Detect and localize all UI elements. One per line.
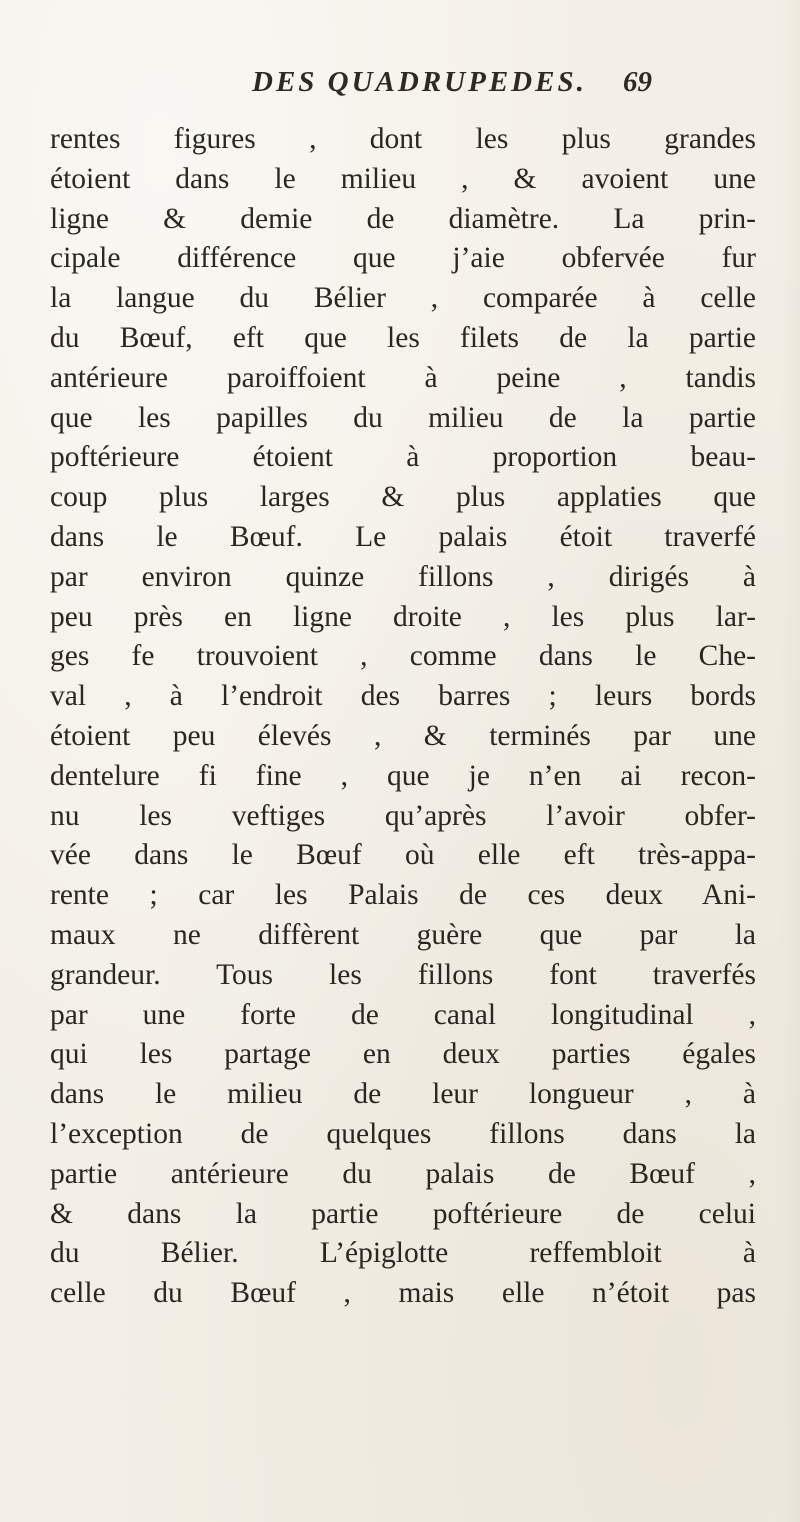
text-line: étoient dans le milieu , & avoient une xyxy=(50,162,756,195)
text-line: celle du Bœuf , mais elle n’étoit pas xyxy=(50,1277,756,1310)
text-line: rente ; car les Palais de ces deux Ani- xyxy=(50,879,756,912)
text-line: cipale différence que j’aie obfervée fur xyxy=(50,242,756,275)
text-line: dans le Bœuf. Le palais étoit traverfé xyxy=(50,520,756,553)
text-line: la langue du Bélier , comparée à celle xyxy=(50,282,756,315)
text-line: ligne & demie de diamètre. La prin- xyxy=(50,202,756,235)
text-line: par environ quinze fillons , dirigés à xyxy=(50,560,756,593)
text-line: que les papilles du milieu de la partie xyxy=(50,401,756,434)
body-text xyxy=(50,120,756,1314)
text-line: & dans la partie poftérieure de celui xyxy=(50,1197,756,1230)
text-line: qui les partage en deux parties égales xyxy=(50,1038,756,1071)
text-line: ges fe trouvoient , comme dans le Che- xyxy=(50,640,756,673)
text-line: nu les veftiges qu’après l’avoir obfer- xyxy=(50,799,756,832)
text-line: par une forte de canal longitudinal , xyxy=(50,998,756,1031)
text-line: dentelure fi fine , que je n’en ai recon- xyxy=(50,759,756,792)
text-line: peu près en ligne droite , les plus lar- xyxy=(50,600,756,633)
text-line: partie antérieure du palais de Bœuf , xyxy=(50,1157,756,1190)
running-head: DES QUADRUPEDES. xyxy=(252,66,587,98)
text-line: vée dans le Bœuf où elle eft très-appa- xyxy=(50,839,756,872)
text-line: coup plus larges & plus applaties que xyxy=(50,481,756,514)
text-line: maux ne diffèrent guère que par la xyxy=(50,918,756,951)
text-line: antérieure paroiffoient à peine , tandis xyxy=(50,361,756,394)
page-header xyxy=(252,66,652,110)
text-line: l’exception de quelques fillons dans la xyxy=(50,1117,756,1150)
text-line: val , à l’endroit des barres ; leurs bords xyxy=(50,680,756,713)
text-line: étoient peu élevés , & terminés par une xyxy=(50,719,756,752)
text-line: du Bœuf, eft que les filets de la partie xyxy=(50,321,756,354)
page-edge-shading xyxy=(780,0,800,1522)
text-line: dans le milieu de leur longueur , à xyxy=(50,1078,756,1111)
text-line: rentes figures , dont les plus grandes xyxy=(50,123,756,155)
text-line: du Bélier. L’épiglotte reffembloit à xyxy=(50,1237,756,1270)
text-line: grandeur. Tous les fillons font traverfés xyxy=(50,958,756,991)
page-number: 69 xyxy=(623,66,652,98)
text-line: poftérieure étoient à proportion beau- xyxy=(50,441,756,474)
